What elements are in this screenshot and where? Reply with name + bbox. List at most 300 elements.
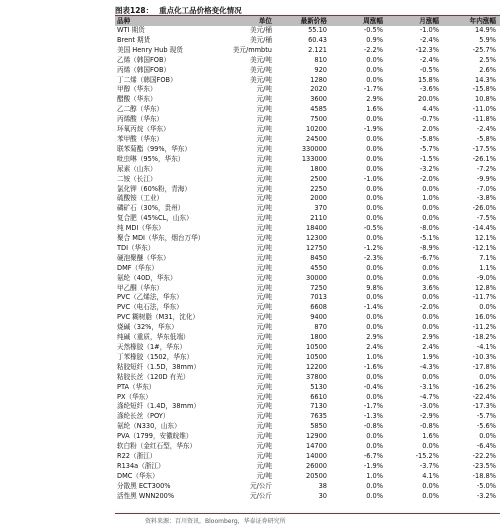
- cell-weekly-change: 0.0%: [366, 392, 383, 401]
- cell-product: 苯甲酸（华东）: [117, 134, 164, 143]
- cell-weekly-change: 0.0%: [366, 432, 383, 441]
- cell-ytd-change: 2.5%: [479, 55, 496, 64]
- cell-unit: 元/吨: [256, 154, 272, 163]
- cell-product: 纯碱（重质，华东低端）: [117, 333, 190, 342]
- cell-product: 氨纶（40D，华东）: [117, 273, 177, 282]
- cell-ytd-change: -15.8%: [472, 85, 496, 94]
- cell-product: 丁二烯（韩国FOB）: [117, 75, 177, 84]
- cell-monthly-change: -1.0%: [419, 26, 439, 34]
- cell-latest-price: 1800: [310, 333, 327, 342]
- cell-latest-price: 9400: [310, 313, 327, 322]
- cell-weekly-change: 0.0%: [366, 313, 383, 322]
- cell-ytd-change: -11.0%: [472, 105, 496, 114]
- table-row: [115, 432, 500, 442]
- cell-weekly-change: 1.6%: [366, 105, 383, 114]
- cell-weekly-change: 2.4%: [366, 343, 383, 351]
- cell-latest-price: 30000: [306, 273, 327, 282]
- cell-latest-price: 30: [318, 491, 327, 500]
- cell-latest-price: 12750: [306, 243, 327, 252]
- cell-ytd-change: -5.7%: [476, 412, 496, 421]
- cell-weekly-change: 0.0%: [366, 273, 383, 282]
- table-row: [115, 452, 500, 462]
- cell-weekly-change: 0.0%: [366, 154, 383, 163]
- table-row: [115, 46, 500, 56]
- table-row: [115, 204, 500, 214]
- cell-weekly-change: 2.9%: [366, 333, 383, 342]
- cell-weekly-change: -0.4%: [363, 382, 383, 391]
- cell-product: DMF（华东）: [117, 263, 158, 272]
- cell-weekly-change: -0.5%: [363, 224, 383, 233]
- cell-ytd-change: 5.9%: [479, 35, 496, 44]
- cell-unit: 元/吨: [256, 442, 272, 451]
- cell-ytd-change: -14.4%: [472, 224, 496, 233]
- table-row: [115, 402, 500, 412]
- cell-latest-price: 133000: [301, 154, 327, 163]
- cell-weekly-change: 0.0%: [366, 481, 383, 490]
- cell-latest-price: 920: [314, 65, 327, 74]
- cell-monthly-change: -2.0%: [419, 303, 439, 312]
- cell-latest-price: 24500: [306, 134, 327, 143]
- table-row: [115, 66, 500, 76]
- cell-product: 粘胶短纤（1.5D，38mm）: [117, 362, 200, 371]
- cell-product: 氨纶（N330，山东）: [117, 422, 181, 431]
- cell-ytd-change: -22.2%: [472, 451, 496, 460]
- cell-ytd-change: -18.2%: [472, 333, 496, 342]
- cell-product: 尿素（山东）: [117, 164, 157, 173]
- cell-unit: 美元/mmbtu: [232, 45, 272, 54]
- cell-ytd-change: -26.1%: [472, 154, 496, 163]
- table-row: [115, 244, 500, 254]
- cell-ytd-change: -11.7%: [472, 293, 496, 302]
- header-weekly-change: 周涨幅: [331, 16, 387, 26]
- cell-unit: 元/吨: [256, 134, 272, 143]
- table-row: [115, 422, 500, 432]
- cell-weekly-change: 0.0%: [366, 442, 383, 451]
- table-row: [115, 482, 500, 492]
- cell-monthly-change: -2.9%: [419, 412, 439, 421]
- cell-ytd-change: -11.2%: [472, 323, 496, 332]
- cell-weekly-change: -1.2%: [363, 243, 383, 252]
- cell-unit: 美元/吨: [249, 75, 272, 84]
- cell-unit: 元/吨: [256, 422, 272, 431]
- cell-ytd-change: -3.8%: [476, 194, 496, 203]
- cell-product: 乙烯（韩国FOB）: [117, 55, 171, 64]
- cell-ytd-change: 0.0%: [479, 432, 496, 441]
- cell-ytd-change: -9.0%: [476, 273, 496, 282]
- cell-monthly-change: -3.1%: [419, 382, 439, 391]
- cell-latest-price: 10200: [306, 125, 327, 134]
- cell-monthly-change: 1.6%: [422, 432, 439, 441]
- cell-latest-price: 26000: [306, 461, 327, 470]
- cell-product: 硫酸铵（工业）: [117, 194, 164, 203]
- table-row: [115, 293, 500, 303]
- cell-ytd-change: -4.1%: [476, 343, 496, 351]
- table-row: [115, 274, 500, 284]
- cell-latest-price: 55.10: [308, 26, 327, 34]
- cell-unit: 元/吨: [256, 85, 272, 94]
- table-row: [115, 56, 500, 66]
- table-row: [115, 264, 500, 274]
- cell-product: WTI 期货: [117, 26, 145, 34]
- cell-product: 分散黑 ECT300%: [117, 481, 171, 490]
- cell-unit: 元/吨: [256, 333, 272, 342]
- cell-latest-price: 7500: [310, 115, 327, 124]
- cell-ytd-change: -18.8%: [472, 471, 496, 480]
- cell-weekly-change: 0.0%: [366, 491, 383, 500]
- cell-weekly-change: 0.0%: [366, 75, 383, 84]
- cell-ytd-change: 1.1%: [479, 263, 496, 272]
- cell-monthly-change: 15.8%: [418, 75, 439, 84]
- cell-ytd-change: -5.0%: [476, 481, 496, 490]
- figure-label: 图表128：: [115, 6, 154, 15]
- table-row: [115, 135, 500, 145]
- cell-unit: 元/吨: [256, 105, 272, 114]
- table-row: [115, 462, 500, 472]
- cell-weekly-change: 0.0%: [366, 144, 383, 153]
- cell-weekly-change: 0.0%: [366, 323, 383, 332]
- cell-monthly-change: 0.0%: [422, 273, 439, 282]
- table-header-row: [115, 16, 500, 26]
- cell-unit: 元/吨: [256, 293, 272, 302]
- cell-unit: 元/吨: [256, 392, 272, 401]
- cell-product: 涤纶短纤（1.4D，38mm）: [117, 402, 200, 411]
- table-row: [115, 442, 500, 452]
- table-row: [115, 353, 500, 363]
- cell-product: 磷矿石（30%，贵州）: [117, 204, 185, 213]
- table-row: [115, 95, 500, 105]
- table-row: [115, 333, 500, 343]
- cell-monthly-change: -4.7%: [419, 392, 439, 401]
- cell-weekly-change: 0.0%: [366, 263, 383, 272]
- cell-unit: 美元/吨: [249, 55, 272, 64]
- cell-unit: 元/吨: [256, 323, 272, 332]
- cell-latest-price: 2250: [310, 184, 327, 193]
- cell-unit: 元/吨: [256, 234, 272, 243]
- cell-monthly-change: 1.9%: [422, 352, 439, 361]
- cell-unit: 元/吨: [256, 214, 272, 223]
- cell-latest-price: 20500: [306, 471, 327, 480]
- table-body: [115, 26, 500, 502]
- cell-monthly-change: 0.0%: [422, 293, 439, 302]
- table-row: [115, 26, 500, 36]
- cell-ytd-change: -7.5%: [476, 214, 496, 223]
- cell-weekly-change: -1.0%: [363, 174, 383, 183]
- cell-latest-price: 810: [314, 55, 327, 64]
- cell-weekly-change: 0.0%: [366, 55, 383, 64]
- cell-weekly-change: -1.7%: [363, 85, 383, 94]
- table-row: [115, 85, 500, 95]
- cell-unit: 元/吨: [256, 95, 272, 104]
- cell-unit: 元/吨: [256, 263, 272, 272]
- cell-weekly-change: 0.0%: [366, 184, 383, 193]
- cell-unit: 元/吨: [256, 382, 272, 391]
- cell-latest-price: 2500: [310, 174, 327, 183]
- cell-monthly-change: 0.0%: [422, 481, 439, 490]
- table-row: [115, 393, 500, 403]
- cell-product: 软白粉（金红石型，华东）: [117, 442, 197, 451]
- cell-unit: 元/吨: [256, 432, 272, 441]
- cell-monthly-change: -2.4%: [419, 35, 439, 44]
- cell-unit: 元/公斤: [249, 491, 272, 500]
- table-row: [115, 303, 500, 313]
- cell-monthly-change: 0.0%: [422, 442, 439, 451]
- cell-product: 纯 MDI（华东）: [117, 224, 165, 233]
- cell-weekly-change: 0.0%: [366, 234, 383, 243]
- cell-ytd-change: -3.2%: [476, 491, 496, 500]
- cell-ytd-change: -11.8%: [472, 115, 496, 124]
- cell-monthly-change: 20.0%: [418, 95, 439, 104]
- cell-monthly-change: -5.8%: [419, 134, 439, 143]
- cell-latest-price: 7130: [310, 402, 327, 411]
- cell-monthly-change: -1.5%: [419, 154, 439, 163]
- cell-monthly-change: 3.6%: [422, 283, 439, 292]
- cell-product: R134a（浙江）: [117, 461, 165, 470]
- cell-latest-price: 330000: [301, 144, 327, 153]
- cell-monthly-change: 4.4%: [422, 105, 439, 114]
- cell-monthly-change: 0.0%: [422, 313, 439, 322]
- table-row: [115, 194, 500, 204]
- cell-monthly-change: 2.9%: [422, 333, 439, 342]
- cell-ytd-change: 16.0%: [475, 313, 496, 322]
- cell-monthly-change: 0.0%: [422, 491, 439, 500]
- cell-latest-price: 37800: [306, 372, 327, 381]
- cell-monthly-change: -3.6%: [419, 85, 439, 94]
- cell-product: 乙二醇（华东）: [117, 105, 164, 114]
- source-note: 资料来源：百川资讯，Bloomberg，华泰证券研究所: [145, 518, 286, 525]
- cell-product: 联苯菊酯（99%，华东）: [117, 144, 191, 153]
- cell-unit: 美元/桶: [249, 26, 272, 34]
- table-row: [115, 115, 500, 125]
- cell-product: 吡虫啉（95%，华东）: [117, 154, 185, 163]
- cell-monthly-change: -3.2%: [419, 164, 439, 173]
- cell-unit: 元/吨: [256, 343, 272, 351]
- cell-monthly-change: 0.0%: [422, 214, 439, 223]
- cell-weekly-change: 0.0%: [366, 194, 383, 203]
- header-unit: 单位: [220, 16, 275, 26]
- cell-unit: 元/吨: [256, 184, 272, 193]
- cell-ytd-change: -5.6%: [476, 422, 496, 431]
- table-row: [115, 76, 500, 86]
- cell-ytd-change: -17.3%: [472, 402, 496, 411]
- cell-monthly-change: -12.3%: [415, 45, 439, 54]
- cell-latest-price: 6610: [310, 392, 327, 401]
- cell-latest-price: 2110: [310, 214, 327, 223]
- cell-ytd-change: -23.5%: [472, 461, 496, 470]
- cell-latest-price: 10500: [306, 343, 327, 351]
- cell-ytd-change: 2.6%: [479, 65, 496, 74]
- cell-weekly-change: -1.3%: [363, 412, 383, 421]
- cell-product: 美国 Henry Hub 现货: [117, 45, 183, 54]
- header-latest-price: 最新价格: [275, 16, 331, 26]
- cell-latest-price: 870: [314, 323, 327, 332]
- cell-weekly-change: 2.9%: [366, 95, 383, 104]
- cell-monthly-change: -0.7%: [419, 115, 439, 124]
- cell-weekly-change: -1.6%: [363, 362, 383, 371]
- cell-weekly-change: 0.0%: [366, 134, 383, 143]
- cell-product: 天然橡胶（1#，华东）: [117, 343, 187, 351]
- cell-monthly-change: -2.4%: [419, 55, 439, 64]
- cell-latest-price: 1280: [310, 75, 327, 84]
- bottom-rule: [115, 513, 500, 514]
- cell-product: 涤纶长丝（POY）: [117, 412, 170, 421]
- table-row: [115, 125, 500, 135]
- cell-product: 丙烯酸（华东）: [117, 115, 164, 124]
- cell-monthly-change: -3.0%: [419, 402, 439, 411]
- cell-ytd-change: 0.0%: [479, 372, 496, 381]
- cell-product: 丁苯橡胶（1502，华东）: [117, 352, 194, 361]
- table-row: [115, 214, 500, 224]
- table-row: [115, 36, 500, 46]
- cell-unit: 元/吨: [256, 164, 272, 173]
- figure-caption: 重点化工品价格变化情况: [159, 6, 242, 15]
- cell-ytd-change: 14.3%: [475, 75, 496, 84]
- cell-product: 丙烯（韩国FOB）: [117, 65, 171, 74]
- cell-latest-price: 18400: [306, 224, 327, 233]
- cell-unit: 元/吨: [256, 461, 272, 470]
- cell-product: Brent 期货: [117, 35, 151, 44]
- header-monthly-change: 月涨幅: [387, 16, 443, 26]
- cell-latest-price: 7635: [310, 412, 327, 421]
- cell-monthly-change: -3.7%: [419, 461, 439, 470]
- table-row: [115, 224, 500, 234]
- cell-unit: 美元/桶: [249, 35, 272, 44]
- table-row: [115, 373, 500, 383]
- cell-latest-price: 14700: [306, 442, 327, 451]
- cell-ytd-change: -26.0%: [472, 204, 496, 213]
- cell-monthly-change: 0.0%: [422, 263, 439, 272]
- cell-unit: 元/吨: [256, 283, 272, 292]
- cell-unit: 元/吨: [256, 194, 272, 203]
- cell-ytd-change: -5.8%: [476, 134, 496, 143]
- cell-weekly-change: -0.8%: [363, 422, 383, 431]
- cell-latest-price: 7013: [310, 293, 327, 302]
- table-row: [115, 323, 500, 333]
- cell-weekly-change: 9.8%: [366, 283, 383, 292]
- cell-latest-price: 38: [318, 481, 327, 490]
- cell-weekly-change: -1.4%: [363, 303, 383, 312]
- cell-unit: 元/吨: [256, 402, 272, 411]
- cell-product: 烧碱（32%，华东）: [117, 323, 178, 332]
- table-row: [115, 313, 500, 323]
- table-row: [115, 383, 500, 393]
- cell-product: 环氧丙烷（华东）: [117, 125, 170, 134]
- cell-product: 甲醇（华东）: [117, 85, 157, 94]
- cell-unit: 元/吨: [256, 273, 272, 282]
- cell-unit: 元/吨: [256, 115, 272, 124]
- cell-monthly-change: -8.0%: [419, 224, 439, 233]
- cell-product: 粘胶长丝（120D 有光）: [117, 372, 190, 381]
- cell-product: TDI（华东）: [117, 243, 155, 252]
- cell-weekly-change: -2.2%: [363, 45, 383, 54]
- cell-ytd-change: -16.2%: [472, 382, 496, 391]
- cell-ytd-change: -10.3%: [472, 352, 496, 361]
- cell-weekly-change: -1.9%: [363, 461, 383, 470]
- cell-product: 聚合 MDI（华东，烟台万华）: [117, 234, 205, 243]
- table-row: [115, 254, 500, 264]
- table-row: [115, 175, 500, 185]
- cell-product: 甲乙酮（华东）: [117, 283, 164, 292]
- cell-monthly-change: 2.4%: [422, 343, 439, 351]
- cell-latest-price: 3600: [310, 95, 327, 104]
- cell-latest-price: 7250: [310, 283, 327, 292]
- cell-weekly-change: -0.5%: [363, 26, 383, 34]
- cell-monthly-change: 0.0%: [422, 323, 439, 332]
- cell-product: 二铵（长江）: [117, 174, 157, 183]
- cell-unit: 元/吨: [256, 125, 272, 134]
- cell-unit: 元/吨: [256, 144, 272, 153]
- cell-monthly-change: -0.8%: [419, 422, 439, 431]
- cell-unit: 元/吨: [256, 303, 272, 312]
- table-row: [115, 165, 500, 175]
- cell-weekly-change: -2.3%: [363, 253, 383, 262]
- cell-product: PVC（电石法，华东）: [117, 303, 183, 312]
- cell-product: 复合肥（45%CL，山东）: [117, 214, 193, 223]
- cell-latest-price: 8450: [310, 253, 327, 262]
- cell-monthly-change: 0.0%: [422, 204, 439, 213]
- table-row: [115, 105, 500, 115]
- header-product: 品种: [115, 16, 220, 26]
- table-row: [115, 363, 500, 373]
- cell-latest-price: 2020: [310, 85, 327, 94]
- cell-latest-price: 2000: [310, 194, 327, 203]
- cell-monthly-change: -5.7%: [419, 144, 439, 153]
- table-row: [115, 145, 500, 155]
- table-row: [115, 284, 500, 294]
- cell-latest-price: 60.43: [308, 35, 327, 44]
- cell-ytd-change: -7.0%: [476, 184, 496, 193]
- cell-ytd-change: -9.9%: [476, 174, 496, 183]
- cell-weekly-change: 0.0%: [366, 214, 383, 223]
- cell-weekly-change: 0.0%: [366, 293, 383, 302]
- table-row: [115, 155, 500, 165]
- cell-weekly-change: -1.9%: [363, 125, 383, 134]
- cell-ytd-change: -17.8%: [472, 362, 496, 371]
- cell-weekly-change: 0.9%: [366, 35, 383, 44]
- cell-latest-price: 4585: [310, 105, 327, 114]
- cell-weekly-change: 1.0%: [366, 352, 383, 361]
- cell-unit: 元/吨: [256, 362, 272, 371]
- cell-latest-price: 10500: [306, 352, 327, 361]
- table-row: [115, 234, 500, 244]
- cell-ytd-change: -7.2%: [476, 164, 496, 173]
- cell-monthly-change: -5.1%: [419, 234, 439, 243]
- cell-unit: 元/吨: [256, 471, 272, 480]
- cell-unit: 元/吨: [256, 243, 272, 252]
- cell-product: 活性黑 WNN200%: [117, 491, 175, 500]
- cell-product: 氯化钾（60%粉，青海）: [117, 184, 191, 193]
- cell-monthly-change: -0.5%: [419, 65, 439, 74]
- table-row: [115, 343, 500, 353]
- cell-latest-price: 1800: [310, 164, 327, 173]
- cell-latest-price: 2.121: [308, 45, 327, 54]
- cell-product: 硬泡聚醚（华东）: [117, 253, 170, 262]
- cell-ytd-change: -12.1%: [472, 243, 496, 252]
- cell-latest-price: 5130: [310, 382, 327, 391]
- price-table: [115, 16, 500, 502]
- cell-unit: 元/吨: [256, 313, 272, 322]
- cell-ytd-change: 12.8%: [475, 283, 496, 292]
- table-row: [115, 185, 500, 195]
- cell-latest-price: 5850: [310, 422, 327, 431]
- cell-unit: 美元/吨: [249, 65, 272, 74]
- cell-monthly-change: -8.9%: [419, 243, 439, 252]
- table-row: [115, 472, 500, 482]
- cell-unit: 元/吨: [256, 253, 272, 262]
- cell-weekly-change: -1.7%: [363, 402, 383, 411]
- cell-ytd-change: -6.4%: [476, 442, 496, 451]
- cell-ytd-change: 10.8%: [475, 95, 496, 104]
- cell-monthly-change: 1.0%: [422, 194, 439, 203]
